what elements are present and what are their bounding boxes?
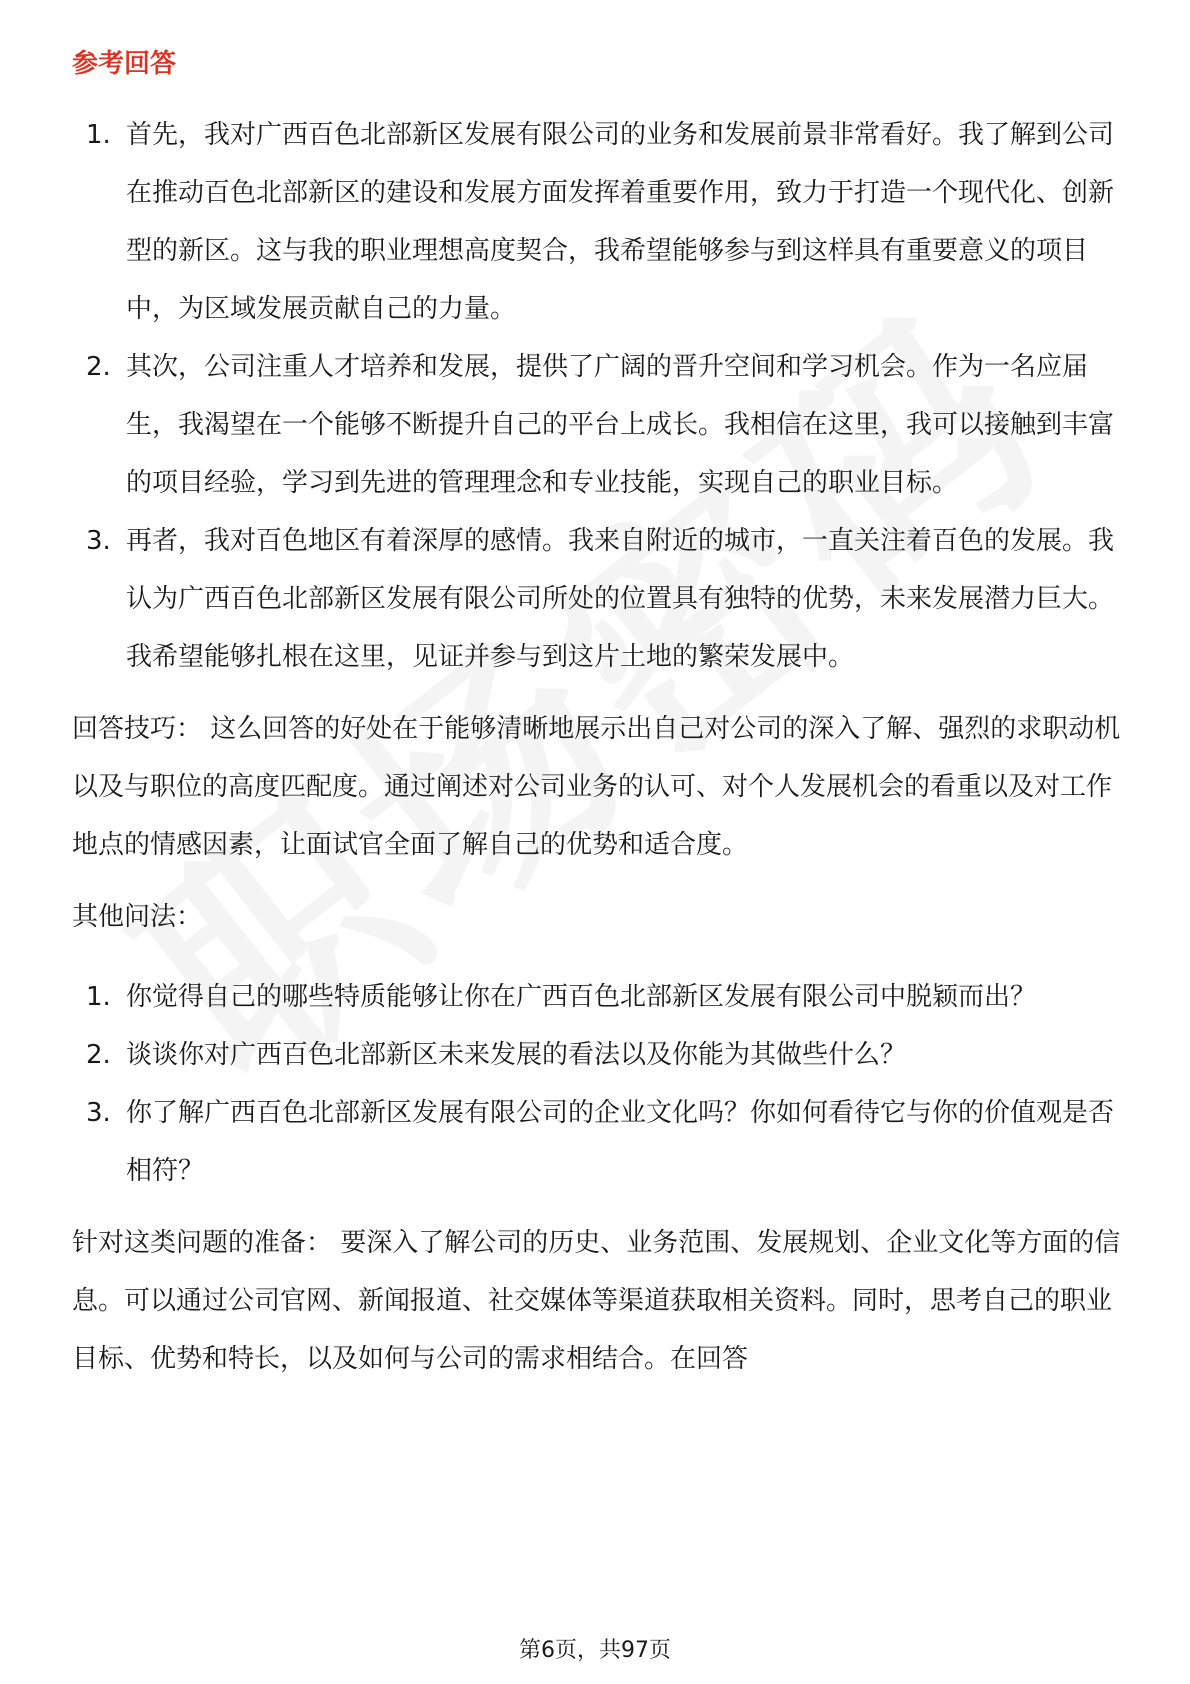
answer-text: 再者，我对百色地区有着深厚的感情。我来自附近的城市，一直关注着百色的发展。我认为广西百色北部新区发展有限公司所处的位置具有独特的优势，未来发展潜力巨大。我希望能够扎根在这里，见证并参与到这片土地的繁荣发展中。 [126, 526, 1115, 672]
answer-item [72, 106, 1122, 338]
list-number: 3. [86, 526, 111, 556]
preparation-paragraph: 针对这类问题的准备： 要深入了解公司的历史、业务范围、发展规划、企业文化等方面的信息。可以通过公司官网、新闻报道、社交媒体等渠道获取相关资料。同时，思考自己的职业目标、优势和特长，以及如何与公司的需求相结合。在回答 [72, 1228, 1121, 1374]
question-item [72, 1084, 1122, 1200]
answer-item [72, 512, 1122, 686]
answer-item [72, 338, 1122, 512]
page-content [72, 44, 1122, 1388]
question-item [72, 1026, 1122, 1084]
section-heading: 参考回答 [72, 49, 177, 79]
answer-tips-paragraph: 回答技巧： 这么回答的好处在于能够清晰地展示出自己对公司的深入了解、强烈的求职动机以及与职位的高度匹配度。通过阐述对公司业务的认可、对个人发展机会的看重以及对工作地点的情感因素，让面试官全面了解自己的优势和适合度。 [72, 714, 1121, 860]
list-number: 1. [86, 120, 111, 150]
question-text: 你了解广西百色北部新区发展有限公司的企业文化吗？你如何看待它与你的价值观是否相符？ [126, 1098, 1115, 1186]
answer-text: 首先，我对广西百色北部新区发展有限公司的业务和发展前景非常看好。我了解到公司在推动百色北部新区的建设和发展方面发挥着重要作用，致力于打造一个现代化、创新型的新区。这与我的职业理想高度契合，我希望能够参与到这样具有重要意义的项目中，为区域发展贡献自己的力量。 [126, 120, 1115, 324]
question-item [72, 968, 1122, 1026]
answer-text: 其次，公司注重人才培养和发展，提供了广阔的晋升空间和学习机会。作为一名应届生，我渴望在一个能够不断提升自己的平台上成长。我相信在这里，我可以接触到丰富的项目经验，学习到先进的管理理念和专业技能，实现自己的职业目标。 [126, 352, 1115, 498]
list-number: 2. [86, 1040, 111, 1070]
other-questions-label: 其他问法： [72, 902, 203, 932]
list-number: 1. [86, 982, 111, 1012]
question-text: 你觉得自己的哪些特质能够让你在广西百色北部新区发展有限公司中脱颖而出？ [126, 982, 1037, 1012]
answer-list [72, 106, 1122, 686]
other-questions-list [72, 968, 1122, 1200]
question-text: 谈谈你对广西百色北部新区未来发展的看法以及你能为其做些什么？ [126, 1040, 907, 1070]
list-number: 3. [86, 1098, 111, 1128]
list-number: 2. [86, 352, 111, 382]
page-footer: 第6页，共97页 [519, 1638, 671, 1663]
